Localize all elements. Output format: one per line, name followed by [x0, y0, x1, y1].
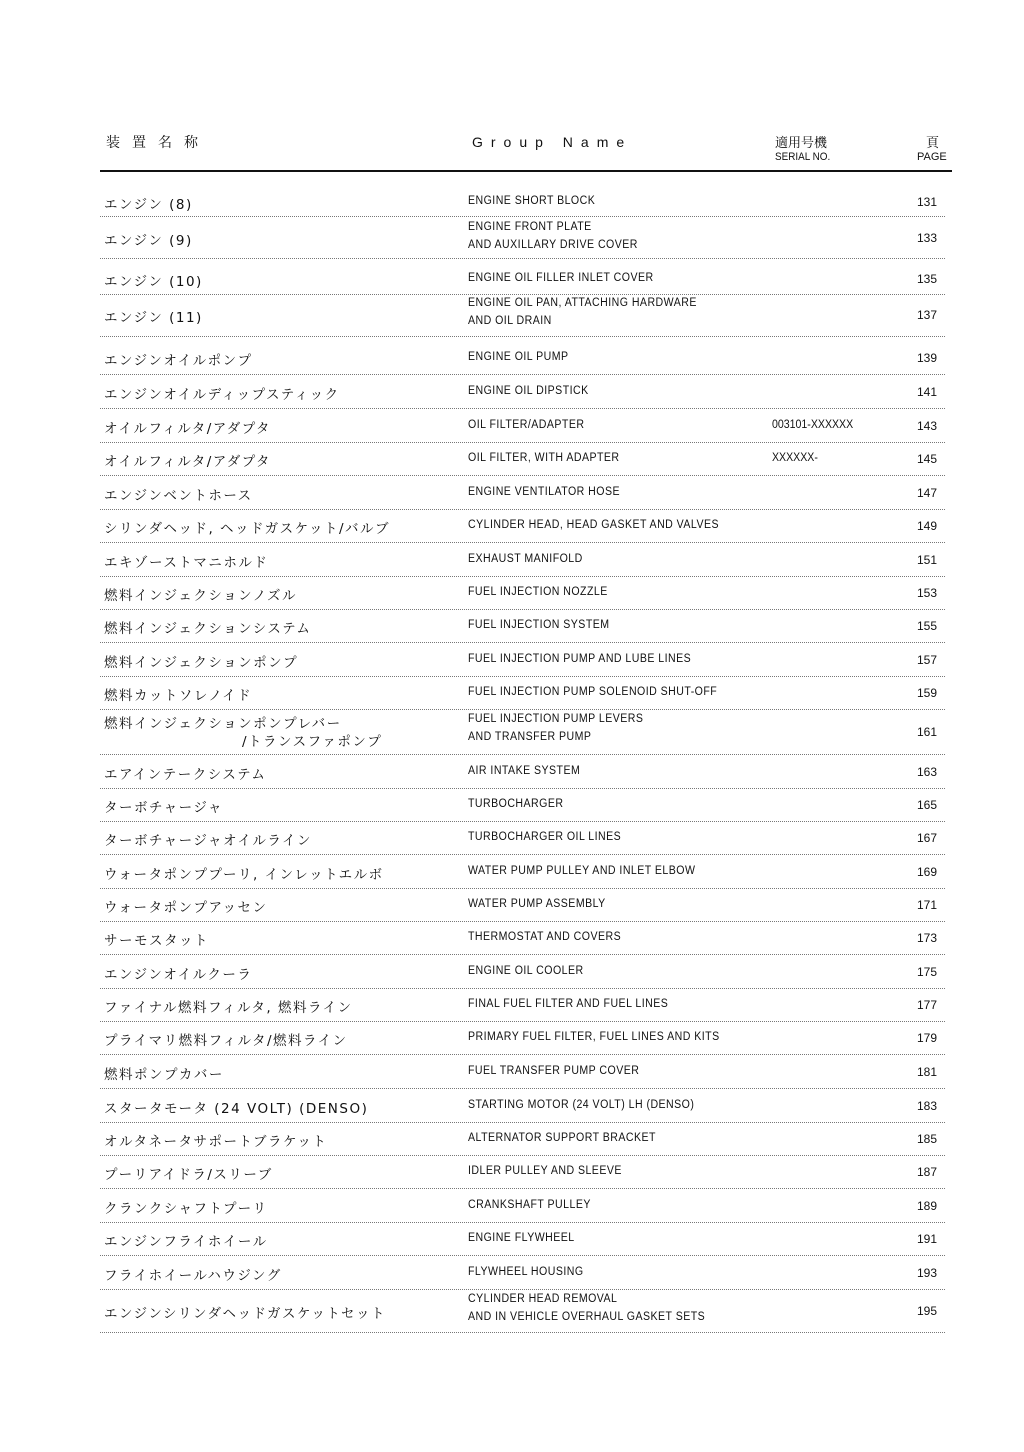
group-name-en: ALTERNATOR SUPPORT BRACKET — [468, 1132, 656, 1144]
group-name-jp: エンジン (11) — [104, 310, 203, 326]
group-name-en: WATER PUMP PULLEY AND INLET ELBOW — [468, 865, 696, 877]
group-name-en: FUEL INJECTION SYSTEM — [468, 619, 610, 631]
group-name-jp: エンジンオイルポンプ — [104, 353, 253, 369]
group-name-jp: プーリアイドラ/スリーブ — [104, 1167, 273, 1183]
page-number: 133 — [916, 231, 937, 245]
page-number: 141 — [916, 385, 937, 399]
group-name-jp: オイルフィルタ/アダプタ — [104, 454, 271, 470]
group-name-en: ENGINE OIL PAN, ATTACHING HARDWARE — [468, 297, 697, 309]
group-name-jp: ターボチャージャオイルライン — [104, 833, 312, 849]
table-header — [100, 128, 952, 172]
table-row — [100, 887, 945, 922]
group-name-en: ENGINE VENTILATOR HOSE — [468, 486, 621, 498]
page-number: 147 — [916, 486, 937, 500]
header-serial-jp: 適用号機 — [775, 136, 828, 151]
page-number: 143 — [916, 419, 937, 433]
group-name-jp: エンジンオイルディップスティック — [104, 387, 340, 403]
page-number: 177 — [916, 998, 937, 1012]
group-name-jp: 燃料ポンプカバー — [104, 1067, 224, 1083]
group-name-jp: クランクシャフトプーリ — [104, 1201, 268, 1217]
page-number: 163 — [916, 765, 937, 779]
page-number: 171 — [916, 898, 937, 912]
table-row — [100, 1255, 945, 1290]
table-row — [100, 754, 945, 789]
group-name-en: CYLINDER HEAD REMOVAL — [468, 1293, 618, 1305]
table-row — [100, 1088, 945, 1123]
group-name-en: OIL FILTER, WITH ADAPTER — [468, 452, 620, 464]
header-serial-en: SERIAL NO. — [775, 151, 831, 163]
group-name-en: ENGINE FRONT PLATE — [468, 221, 592, 233]
page-number: 193 — [916, 1266, 937, 1280]
table-row — [100, 987, 945, 1022]
table-row — [100, 954, 945, 989]
group-name-en-line2: AND AUXILLARY DRIVE COVER — [468, 239, 638, 251]
table-row — [100, 441, 945, 476]
group-name-en-line2: AND IN VEHICLE OVERHAUL GASKET SETS — [468, 1311, 706, 1323]
group-name-en: IDLER PULLEY AND SLEEVE — [468, 1165, 622, 1177]
group-name-jp: エンジン (8) — [104, 197, 193, 213]
page-number: 179 — [916, 1031, 937, 1045]
table-row — [100, 675, 945, 710]
group-name-en: ENGINE OIL PUMP — [468, 351, 569, 363]
header-device-name-jp: 装置名称 — [106, 135, 210, 151]
group-name-jp: オイルフィルタ/アダプタ — [104, 421, 271, 437]
group-name-jp: スタータモータ (24 VOLT) (DENSO) — [104, 1101, 369, 1117]
page-number: 169 — [916, 865, 937, 879]
table-row — [100, 1288, 945, 1333]
group-name-jp-line2: /トランスファポンプ — [242, 734, 383, 750]
page-number: 167 — [916, 831, 937, 845]
group-name-jp: 燃料カットソレノイド — [104, 688, 253, 704]
group-name-en: FINAL FUEL FILTER AND FUEL LINES — [468, 998, 669, 1010]
group-name-en: ENGINE SHORT BLOCK — [468, 195, 596, 207]
group-name-jp: 燃料インジェクションポンプレバー — [104, 716, 342, 732]
group-name-en: ENGINE OIL DIPSTICK — [468, 385, 589, 397]
group-name-jp: ウォータポンプアッセン — [104, 900, 268, 916]
group-name-jp: サーモスタット — [104, 933, 209, 949]
page-number: 189 — [916, 1199, 937, 1213]
page-number: 195 — [916, 1304, 937, 1318]
group-name-jp: 燃料インジェクションノズル — [104, 588, 298, 604]
group-name-en: FUEL INJECTION NOZZLE — [468, 586, 608, 598]
table-row — [100, 575, 945, 610]
group-name-en: OIL FILTER/ADAPTER — [468, 419, 585, 431]
group-name-en: CYLINDER HEAD, HEAD GASKET AND VALVES — [468, 519, 720, 531]
page-number: 191 — [916, 1232, 937, 1246]
page-number: 181 — [916, 1065, 937, 1079]
group-name-en: TURBOCHARGER — [468, 798, 564, 810]
header-group-name: Group Name — [472, 134, 633, 150]
table-row — [100, 186, 945, 217]
group-name-en: THERMOSTAT AND COVERS — [468, 931, 622, 943]
table-row — [100, 542, 945, 577]
header-page-en: PAGE — [917, 151, 947, 163]
group-name-en: CRANKSHAFT PULLEY — [468, 1199, 591, 1211]
group-name-jp: エンジンフライホイール — [104, 1234, 268, 1250]
table-row — [100, 216, 945, 259]
table-row — [100, 1020, 945, 1055]
page-number: 153 — [916, 586, 937, 600]
serial-number: 003101-XXXXXX — [772, 419, 854, 431]
page-number: 161 — [916, 725, 937, 739]
table-row — [100, 787, 945, 822]
table-row — [100, 1121, 945, 1156]
page-number: 185 — [916, 1132, 937, 1146]
group-name-jp: 燃料インジェクションシステム — [104, 621, 312, 637]
group-name-jp: ターボチャージャ — [104, 800, 224, 816]
group-name-jp: エアインテークシステム — [104, 767, 267, 783]
table-row — [100, 1188, 945, 1223]
page-number: 159 — [916, 686, 937, 700]
page-number: 173 — [916, 931, 937, 945]
table-row — [100, 920, 945, 955]
group-name-jp: エンジンオイルクーラ — [104, 967, 253, 983]
group-name-en-line2: AND TRANSFER PUMP — [468, 731, 592, 743]
page-number: 149 — [916, 519, 937, 533]
group-name-jp: オルタネータサポートブラケット — [104, 1134, 328, 1150]
group-name-en: EXHAUST MANIFOLD — [468, 553, 583, 565]
table-row — [100, 1221, 945, 1256]
group-name-jp: エンジン (10) — [104, 274, 203, 290]
table-row — [100, 820, 945, 855]
table-row — [100, 292, 945, 337]
page-number: 145 — [916, 452, 937, 466]
page-number: 155 — [916, 619, 937, 633]
group-name-en: PRIMARY FUEL FILTER, FUEL LINES AND KITS — [468, 1031, 720, 1043]
group-name-en: FUEL INJECTION PUMP AND LUBE LINES — [468, 653, 692, 665]
group-name-en: FUEL INJECTION PUMP LEVERS — [468, 713, 644, 725]
table-row — [100, 508, 945, 543]
page-number: 131 — [916, 195, 937, 209]
group-name-jp: ファイナル燃料フィルタ, 燃料ライン — [104, 1000, 353, 1016]
page-number: 137 — [916, 308, 937, 322]
group-name-jp: プライマリ燃料フィルタ/燃料ライン — [104, 1033, 348, 1049]
group-name-en: AIR INTAKE SYSTEM — [468, 765, 581, 777]
group-name-en: STARTING MOTOR (24 VOLT) LH (DENSO) — [468, 1099, 695, 1111]
page-number: 151 — [916, 553, 937, 567]
table-row — [100, 1054, 945, 1089]
group-name-en-line2: AND OIL DRAIN — [468, 315, 552, 327]
table-row — [100, 854, 945, 889]
table-row — [100, 408, 945, 443]
table-row — [100, 642, 945, 677]
group-name-en: WATER PUMP ASSEMBLY — [468, 898, 606, 910]
page-number: 165 — [916, 798, 937, 812]
page-number: 139 — [916, 351, 937, 365]
group-name-jp: エンジンシリンダヘッドガスケットセット — [104, 1306, 386, 1322]
group-name-jp: エキゾーストマニホルド — [104, 555, 269, 571]
table-row — [100, 475, 945, 510]
group-name-en: ENGINE FLYWHEEL — [468, 1232, 575, 1244]
table-row — [100, 708, 945, 755]
group-name-jp: エンジンベントホース — [104, 488, 253, 504]
group-name-jp: エンジン (9) — [104, 233, 193, 249]
group-name-jp: ウォータポンププーリ, インレットエルボ — [104, 867, 384, 883]
table-row — [100, 340, 945, 375]
page-number: 187 — [916, 1165, 937, 1179]
group-name-en: FUEL INJECTION PUMP SOLENOID SHUT-OFF — [468, 686, 718, 698]
page-number: 175 — [916, 965, 937, 979]
group-name-en: FLYWHEEL HOUSING — [468, 1266, 584, 1278]
table-row — [100, 1154, 945, 1189]
page-number: 157 — [916, 653, 937, 667]
page-number: 135 — [916, 272, 937, 286]
group-name-jp: シリンダヘッド, ヘッドガスケット/バルブ — [104, 521, 391, 537]
group-name-en: ENGINE OIL COOLER — [468, 965, 584, 977]
table-row — [100, 374, 945, 409]
group-name-en: FUEL TRANSFER PUMP COVER — [468, 1065, 640, 1077]
page-number: 183 — [916, 1099, 937, 1113]
group-name-jp: 燃料インジェクションポンプ — [104, 655, 299, 671]
group-name-jp: フライホイールハウジング — [104, 1268, 282, 1284]
serial-number: XXXXXX- — [772, 452, 818, 464]
table-row — [100, 262, 945, 295]
header-page-jp: 頁 — [926, 136, 940, 151]
group-name-en: TURBOCHARGER OIL LINES — [468, 831, 622, 843]
table-row — [100, 608, 945, 643]
group-name-en: ENGINE OIL FILLER INLET COVER — [468, 272, 654, 284]
